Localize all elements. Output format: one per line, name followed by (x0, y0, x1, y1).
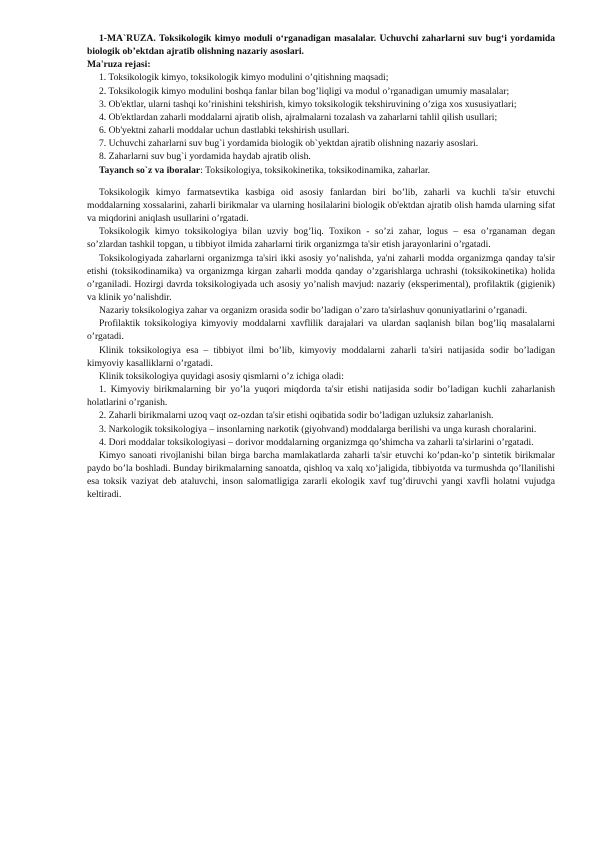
plan-item: 2. Toksikologik kimyo modulini boshqa fanlar bilan bog’liqligi va modul o’rganadigan umumiy masalalar; (99, 85, 510, 97)
body-text (87, 186, 555, 502)
keywords-label: Tayanch so`z va iboralar (99, 164, 201, 176)
body-paragraph: Profilaktik toksikologiya kimyoviy moddalarni xavflilik darajalari va ulardan saqlanish bilan bog’liq masalalarni o’rgatadi. (87, 318, 555, 343)
plan-list (87, 71, 555, 163)
section-gap (87, 177, 555, 186)
plan-item: 1. Toksikologik kimyo, toksikologik kimyo modulini o’qitishning maqsadi; (99, 72, 389, 84)
body-paragraph: Toksikologiyada zaharlarni organizmga ta'siri ikki asosiy yo’nalishda, ya'ni zaharli modda organizmga qanday ta'sir etishi (toksikodinamika) va organizmga kirgan zaharli modda qanday o’zgarishlarga uchrashi (toksikokinetika) holida o’rganiladi. Hozirgi davrda toksikologiyada uch asosiy yo’nalish mavjud: nazariy (eksperimental), profilaktik (gigienik) va klinik yo’nalishdir. (87, 252, 555, 303)
plan-item: 6. Ob'yektni zaharli moddalar uchun dastlabki tekshirish usullari. (99, 125, 350, 137)
plan-item: 8. Zaharlarni suv bug`i yordamida haydab ajratib olish. (99, 151, 311, 163)
body-paragraph: Kimyo sanoati rivojlanishi bilan birga barcha mamlakatlarda zaharli ta'sir etuvchi ko’pdan-ko’p sintetik birikmalar paydo bo’la boshladi. Bunday birikmalarning sanoatda, qishloq va xalq xo’jaligida, tibbiyotda va turmushda qo’llanilishi esa toksik vaziyat deb ataluvchi, inson salomatligiga zararli ekologik xavf tug’diruvchi yangi xavfli holatni vujudga keltiradi. (87, 449, 555, 501)
body-paragraph: Klinik toksikologiya esa – tibbiyot ilmi bo’lib, kimyoviy moddalarni zaharli ta'siri natijasida sodir bo’ladigan kimyoviy kasalliklarni o’rgatadi. (87, 344, 555, 369)
plan-item: 7. Uchuvchi zaharlarni suv bug`i yordamida biologik ob`yektdan ajratib olishning nazariy asoslari. (99, 138, 479, 150)
keywords-line (87, 164, 555, 177)
body-paragraph: Klinik toksikologiya quyidagi asosiy qismlarni o’z ichiga oladi: (99, 370, 344, 382)
lecture-title: 1-MA`RUZA. Toksikologik kimyo moduli o‘rganadigan masalalar. Uchuvchi zaharlarni suv bug‘i yordamida biologik ob’ektdan ajratib olishning nazariy asoslari. (87, 33, 555, 58)
plan-item: 3. Ob'ektlar, ularni tashqi ko’rinishini tekshirish, kimyo toksikologik tekshiruvining o’ziga xos xususiyatlari; (99, 98, 517, 110)
body-paragraph: 1. Kimyoviy birikmalarning bir yo’la yuqori miqdorda ta'sir etishi natijasida sodir bo’ladigan kuchli zaharlanish holatlarini o’rganish. (87, 384, 555, 409)
keywords-text: : Toksikologiya, toksikokinetika, toksikodinamika, zaharlar. (200, 164, 431, 176)
body-paragraph: Toksikologik kimyo farmatsevtika kasbiga oid asosiy fanlardan biri bo’lib, zaharli va kuchli ta'sir etuvchi moddalarning xossalarini, zaharli birikmalar va ularning hosilalarini biologik ob'ektdan ajratib olish hamda ularning sifat va miqdorini aniqlash usullarini o’rgatadi. (87, 186, 555, 225)
plan-heading: Ma'ruza rejasi: (87, 59, 151, 71)
body-paragraph: 2. Zaharli birikmalarni uzoq vaqt oz-ozdan ta'sir etishi oqibatida sodir bo’ladigan uzluksiz zaharlanish. (99, 410, 494, 422)
document-page (87, 32, 555, 501)
body-paragraph: Nazariy toksikologiya zahar va organizm orasida sodir bo’ladigan o’zaro ta'sirlashuv qonuniyatlarini o’rganadi. (99, 305, 528, 317)
body-paragraph: Toksikologik kimyo toksikologiya bilan uzviy bog’liq. Toxikon - so’zi zahar, logus – esa o’rganaman degan so’zlardan tashkil topgan, u tibbiyot ilmida zaharlarni tirik organizmga ta'sir etish jarayonlarini o’rgatadi. (87, 226, 555, 251)
body-paragraph: 4. Dori moddalar toksikologiyasi – dorivor moddalarning organizmga qo’shimcha va zaharli ta'sirlarini o’rgatadi. (99, 436, 534, 448)
plan-item: 4. Ob'ektlardan zaharli moddalarni ajratib olish, ajralmalarni tozalash va zaharlarni tahlil qilish usullari; (99, 111, 498, 123)
body-paragraph: 3. Narkologik toksikologiya – insonlarning narkotik (giyohvand) moddalarga berilishi va unga kurash choralarini. (99, 423, 537, 435)
